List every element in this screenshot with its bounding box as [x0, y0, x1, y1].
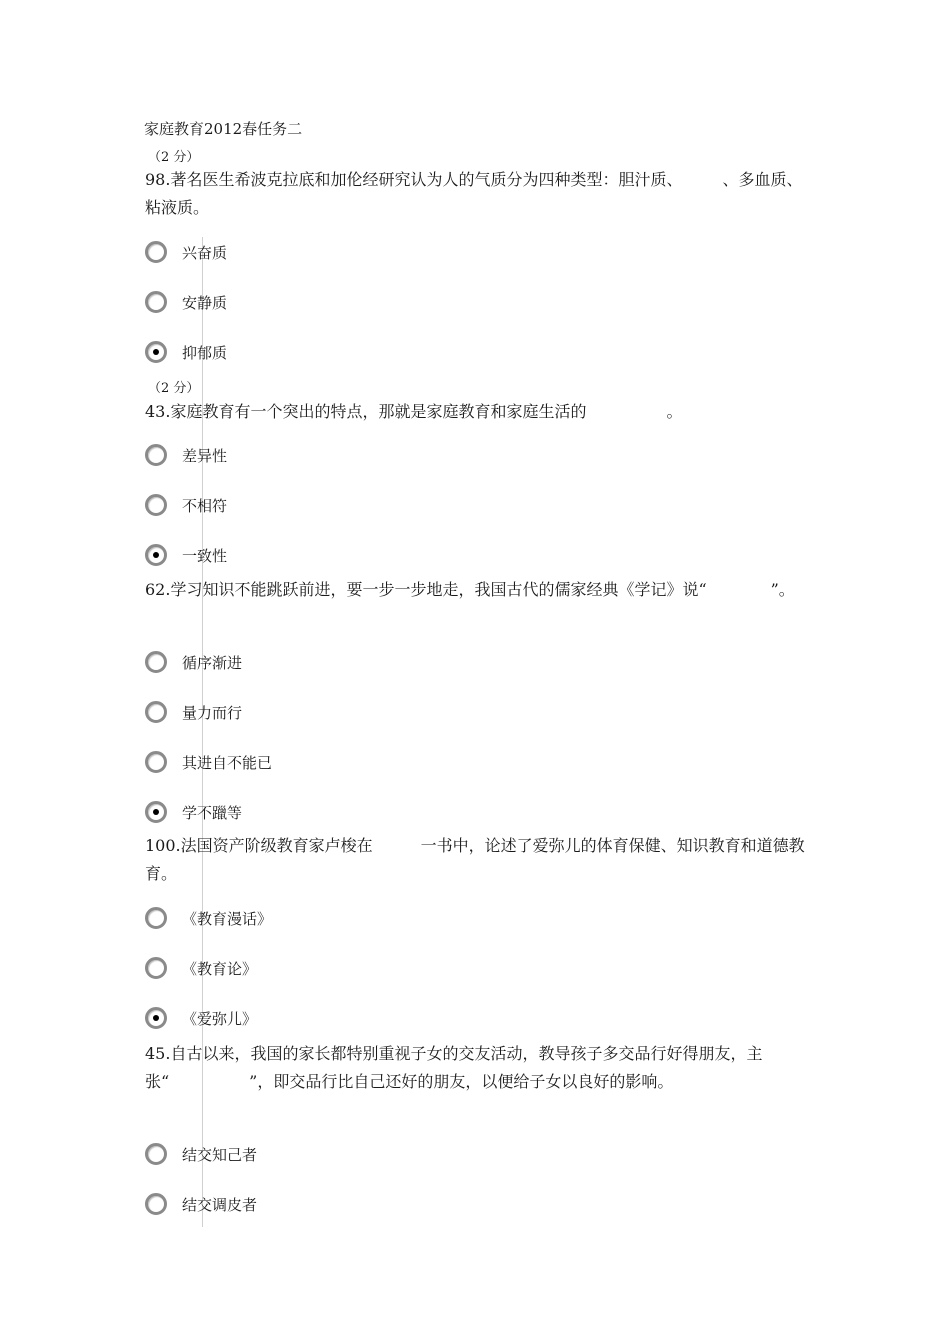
radio-button[interactable] — [145, 291, 167, 313]
radio-button[interactable] — [145, 751, 167, 773]
question-1-option-2[interactable] — [145, 288, 227, 316]
question-2-text: 43.家庭教育有一个突出的特点，那就是家庭教育和家庭生活的 。 — [145, 402, 683, 421]
question-2-score: （2 分） — [148, 381, 200, 396]
option-label: 学不躐等 — [182, 803, 243, 822]
option-label: 不相符 — [182, 496, 228, 515]
option-label: 循序渐进 — [182, 653, 243, 672]
radio-button[interactable] — [145, 701, 167, 723]
question-3-option-4[interactable] — [145, 798, 242, 826]
radio-button[interactable] — [145, 494, 167, 516]
question-1-option-3[interactable] — [145, 338, 227, 366]
question-4-option-1[interactable] — [145, 904, 272, 932]
radio-button[interactable] — [145, 444, 167, 466]
question-2-option-3[interactable] — [145, 541, 227, 569]
radio-button[interactable] — [145, 651, 167, 673]
question-3-option-3[interactable] — [145, 748, 272, 776]
question-2-option-2[interactable] — [145, 491, 227, 519]
option-label: 结交调皮者 — [182, 1195, 258, 1214]
question-1-score: （2 分） — [148, 150, 200, 165]
radio-button-selected[interactable] — [145, 801, 167, 823]
option-label: 其进自不能已 — [182, 753, 273, 772]
question-2-option-1[interactable] — [145, 441, 227, 469]
question-3-option-2[interactable] — [145, 698, 242, 726]
option-label: 《教育论》 — [182, 959, 258, 978]
option-label: 兴奋质 — [182, 243, 228, 262]
option-label: 一致性 — [182, 546, 228, 565]
question-5-option-1[interactable] — [145, 1140, 257, 1168]
question-3-text: 62.学习知识不能跳跃前进，要一步一步地走，我国古代的儒家经典《学记》说“ ”。 — [145, 580, 795, 599]
radio-button-selected[interactable] — [145, 544, 167, 566]
question-5-option-2[interactable] — [145, 1190, 257, 1218]
radio-button[interactable] — [145, 1193, 167, 1215]
option-label: 抑郁质 — [182, 343, 228, 362]
question-1-option-1[interactable] — [145, 238, 227, 266]
option-label: 量力而行 — [182, 703, 243, 722]
option-label: 《教育漫话》 — [182, 909, 273, 928]
question-1-text: 98.著名医生希波克拉底和加伦经研究认为人的气质分为四种类型：胆汁质、 、多血质、粘液质。 — [145, 170, 803, 217]
question-4-option-3[interactable] — [145, 1004, 257, 1032]
option-label: 差异性 — [182, 446, 228, 465]
question-5-text: 45.自古以来，我国的家长都特别重视子女的交友活动，教导孩子多交品行好得朋友，主张“ ”，即交品行比自己还好的朋友，以便给子女以良好的影响。 — [145, 1044, 763, 1091]
option-label: 《爱弥儿》 — [182, 1009, 258, 1028]
radio-button-selected[interactable] — [145, 1007, 167, 1029]
option-label: 安静质 — [182, 293, 228, 312]
question-4-option-2[interactable] — [145, 954, 257, 982]
radio-button[interactable] — [145, 957, 167, 979]
question-4-text: 100.法国资产阶级教育家卢梭在 一书中，论述了爱弥儿的体育保健、知识教育和道德教育。 — [145, 836, 805, 883]
radio-button[interactable] — [145, 907, 167, 929]
radio-button[interactable] — [145, 1143, 167, 1165]
option-label: 结交知己者 — [182, 1145, 258, 1164]
document-title: 家庭教育2012春任务二 — [144, 120, 303, 138]
radio-button-selected[interactable] — [145, 341, 167, 363]
radio-button[interactable] — [145, 241, 167, 263]
question-3-option-1[interactable] — [145, 648, 242, 676]
